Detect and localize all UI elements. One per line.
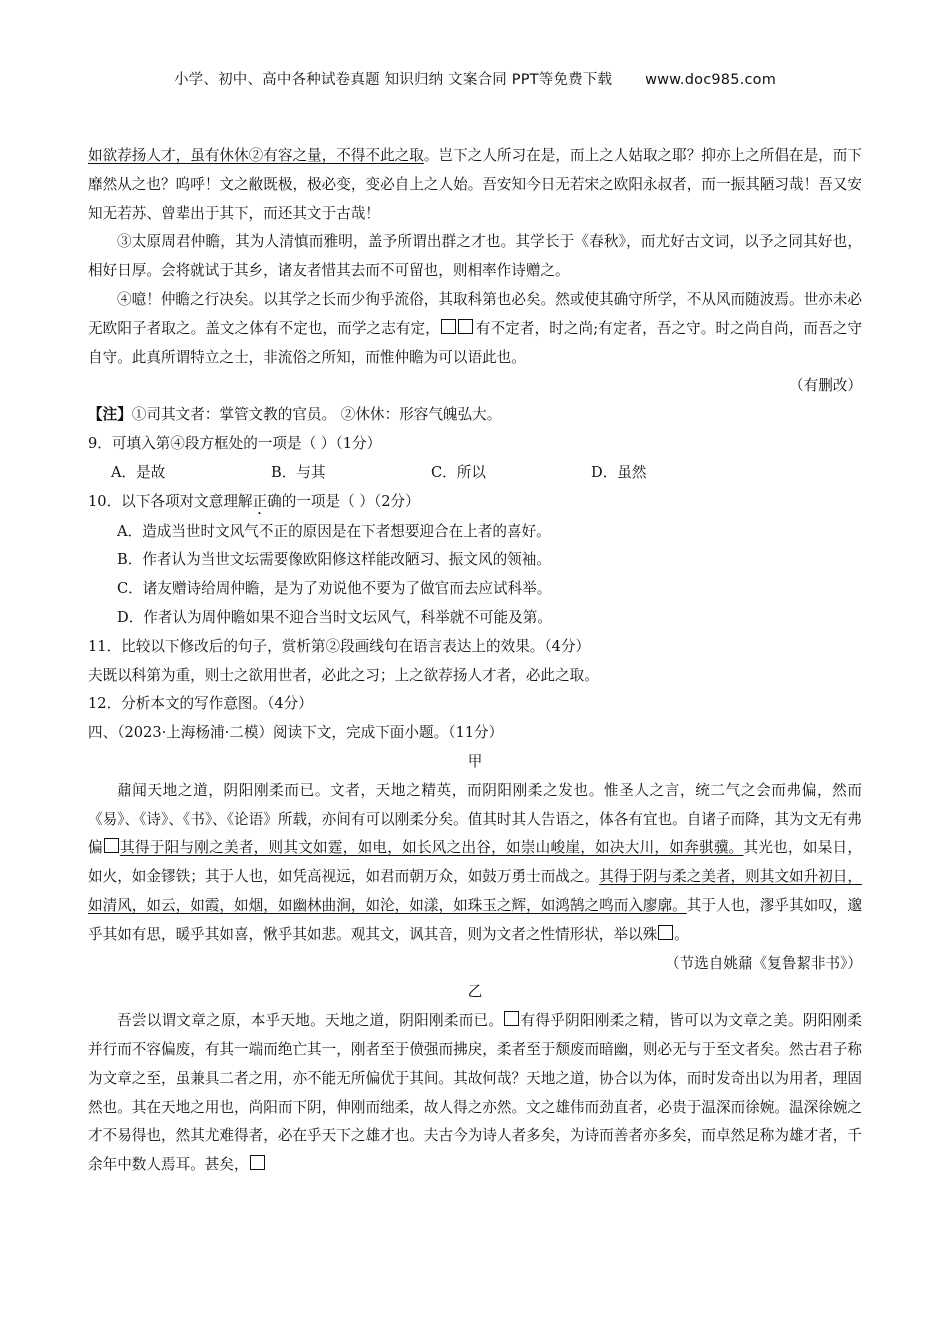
option-a: A．是故 [111, 463, 166, 481]
jia-underlined-2: 其得于阴与柔之美者，则其文如升初日，如清风，如云，如霞，如烟，如幽林曲涧，如沦，如漾，如珠玉之辉，如鸿鹄之鸣而入廖廓。 [88, 868, 862, 914]
option-b: B．与其 [271, 463, 326, 481]
question-10-before: 10．以下各项对文意理解 [88, 492, 253, 510]
blank-box [441, 319, 456, 334]
emphasis-char: 正 [252, 492, 268, 510]
section-4-title: 四、（2023·上海杨浦·二模）阅读下文，完成下面小题。（11分） [88, 724, 504, 742]
passage-yi [88, 1007, 862, 1180]
yi-text-a: 吾尝以谓文章之原，本乎天地。天地之道，阴阳刚柔而已。 [117, 1012, 504, 1030]
question-9-options [88, 459, 862, 488]
question-10-option-c: C．诸友赠诗给周仲瞻，是为了劝说他不要为了做官而去应试科举。 [117, 580, 552, 598]
header-text: 小学、初中、高中各种试卷真题 知识归纳 文案合同 PPT等免费下载 [173, 72, 613, 88]
jia-text-c: 其于人也，漻乎其如叹，邈乎其如有思，暖乎其如喜，愀乎其如悲。观其文，讽其音，则为文者之性情形状，举以殊 [88, 896, 862, 943]
paragraph-4-after: 有不定者，时之尚;有定者，吾之守。时之尚自尚，而吾之守自守。此真所谓特立之士，非流俗之所知，而惟仲瞻为可以语此也。 [88, 319, 862, 366]
question-12: 12．分析本文的写作意图。（4分） [88, 695, 313, 713]
question-11: 11．比较以下修改后的句子，赏析第②段画线句在语言表达上的效果。（4分） [88, 637, 591, 655]
passage-yi-label: 乙 [467, 983, 483, 1001]
passage-jia-label: 甲 [467, 752, 483, 770]
question-11-sentence: 夫既以科第为重，则士之欲用世者，必此之习；上之欲荐扬人才者，必此之取。 [88, 666, 599, 684]
blank-box [504, 1011, 519, 1026]
annotation-text: ①司其文者：掌管文教的官员。 ②休休：形容气魄弘大。 [131, 406, 502, 424]
blank-box [104, 838, 119, 853]
annotation [88, 401, 862, 430]
question-10-after: 确的一项是（ ）（2分） [267, 492, 420, 510]
blank-box [658, 925, 673, 940]
jia-underlined-1: 其得于阳与刚之美者，则其文如霆，如电，如长风之出谷，如崇山峻崖，如决大川，如奔骐骥。 [119, 839, 744, 857]
question-10-option-b: B．作者认为当世文坛需要像欧阳修这样能改陋习、振文风的领袖。 [117, 551, 551, 569]
paragraph-4 [88, 286, 862, 372]
edited-note: （有删改） [789, 377, 862, 395]
underlined-sentence: 如欲荐扬人才，虽有休休②有容之量，不得不此之取 [88, 147, 424, 164]
blank-box-pair [440, 320, 474, 337]
jia-source: （节选自姚鼐《复鲁絜非书》） [664, 954, 862, 972]
paragraph-2-cont [88, 142, 862, 228]
question-9: 9．可填入第④段方框处的一项是（ ）（1分） [88, 434, 382, 452]
passage-jia: 鼐闻天地之道，阴阳刚柔而已。文者，天地之精英，而阴阳刚柔之发也。惟圣人之言，统二气之会而弗偏，然而《易》、《诗》、《书》、《论语》所载，亦间有可以刚柔分矣。值其时其人告语之，体各有宜也。自诸子而降，其为文无有弗偏 其得于阳与刚之美者，则其文如霆，如电，如长风之出谷，如崇山峻崖，如决大川，如奔骐骥。其光也，如杲日，如火，如金镠铁；其于人也，如凭高视远，如君而朝万众，如鼓万勇士而战之。其得于阴与柔之美者，则其文如升初日，如清风，如云，如霞，如烟，如幽林曲涧，如沦，如漾，如珠玉之辉，如鸿鹄之鸣而入廖廓。其于人也，漻乎其如叹，邈乎其如有思，暖乎其如喜，愀乎其如悲。观其文，讽其音，则为文者之性情形状，举以殊 。 [88, 781, 862, 943]
jia-text-a: 鼐闻天地之道，阴阳刚柔而已。文者，天地之精英，而阴阳刚柔之发也。惟圣人之言，统二气之会而弗偏，然而《易》、《诗》、《书》、《论语》所载，亦间有可以刚柔分矣。值其时其人告语之，体各有宜也。自诸子而降，其为文无有弗偏 [88, 781, 862, 857]
document-body [88, 142, 862, 1180]
blank-box [250, 1155, 265, 1170]
question-10-option-a: A．造成当世时文风气不正的原因是在下者想要迎合在上者的喜好。 [117, 522, 551, 540]
blank-box [458, 319, 473, 334]
option-d: D．虽然 [591, 463, 647, 481]
paragraph-4-before: ④噫！仲瞻之行决矣。以其学之长而少徇乎流俗，其取科第也必矣。然或使其确守所学，不从风而随波焉。世亦未必无欧阳子者取之。盖文之体有不定也，而学之志有定， [88, 290, 862, 337]
question-10 [88, 488, 862, 518]
page-header [0, 68, 950, 89]
header-site: www.doc985.com [645, 72, 777, 88]
paragraph-2-text: 。岂下之人所习在是，而上之人姑取之耶？抑亦上之所倡在是，而下靡然从之也？呜呼！文之敝既极，极必变，变必自上之人始。吾安知今日无若宋之欧阳永叔者，而一振其陋习哉！吾又安知无若苏、曾辈出于其下，而还其文于古哉！ [88, 147, 862, 222]
option-c: C．所以 [431, 463, 486, 481]
annotation-tag: 【注】 [88, 406, 132, 424]
paragraph-3: ③太原周君仲瞻，其为人清慎而雅明，盖予所谓出群之才也。其学长于《春秋》，而尤好古文词，以予之同其好也，相好日厚。会将就试于其乡，诸友者惜其去而不可留也，则相率作诗赠之。 [88, 233, 862, 280]
question-10-option-d: D．作者认为周仲瞻如果不迎合当时文坛风气，科举就不可能及第。 [117, 608, 552, 626]
yi-text-b: 有得乎阴阳刚柔之精，皆可以为文章之美。阴阳刚柔并行而不容偏废，有其一端而绝亡其一，刚者至于偾强而拂戾，柔者至于颓废而暗幽，则必无与于至文者矣。然古君子称为文章之至，虽兼具二者之用，亦不能无所偏优于其间。其故何哉？天地之道，协合以为体，而时发奇出以为用者，理固然也。其在天地之用也，尚阳而下阴，伸刚而绌柔，故人得之亦然。文之雄伟而劲直者，必贵于温深而徐婉。温深徐婉之才不易得也，然其尤难得者，必在乎天下之雄才也。夫古今为诗人者多矣，为诗而善者亦多矣，而卓然足称为雄才者，千余年中数人焉耳。甚矣， [88, 1012, 862, 1174]
jia-text-b: 其光也，如杲日，如火，如金镠铁；其于人也，如凭高视远，如君而朝万众，如鼓万勇士而战之。 [88, 839, 862, 886]
